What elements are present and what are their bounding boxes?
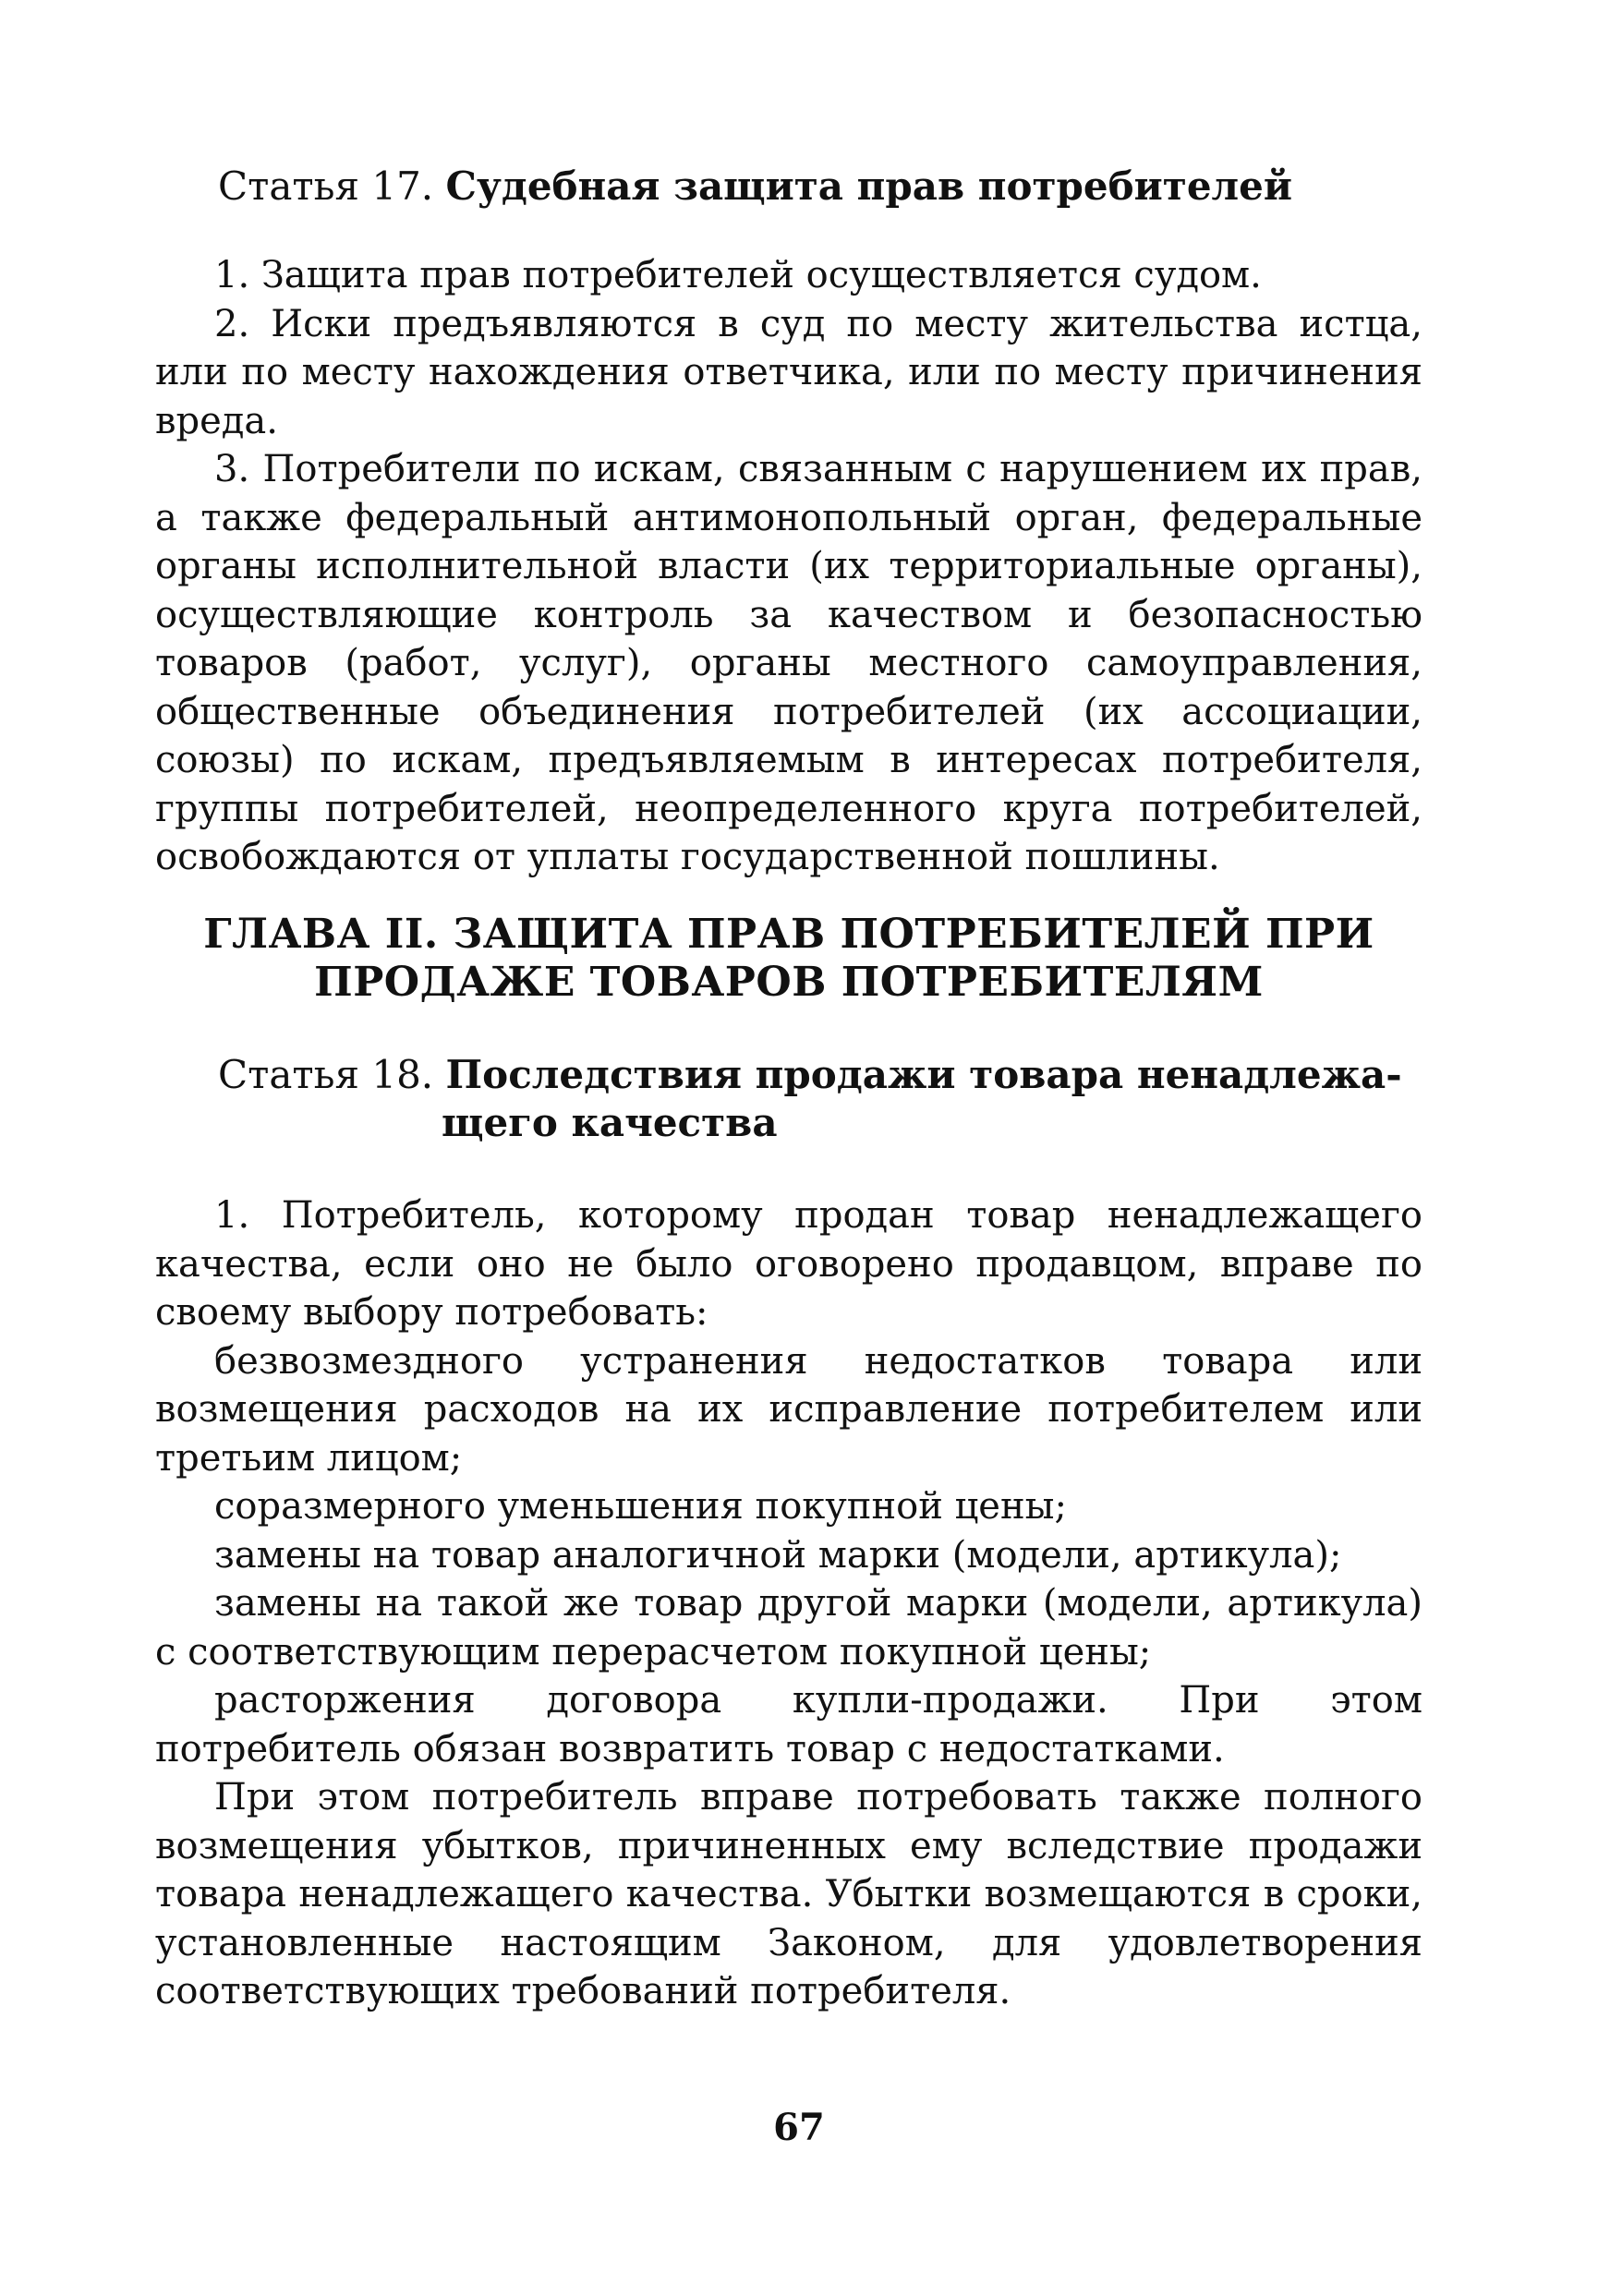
article-17-paragraph-2: 2. Иски предъявляются в суд по месту жительства истца, или по месту нахождения ответчика, или по месту причинения вреда.: [155, 302, 1422, 442]
article-17-body: [155, 251, 1422, 882]
article-18-title-line-2: щего качества: [442, 1100, 778, 1145]
article-18-option-price-reduction: соразмерного уменьшения покупной цены;: [214, 1485, 1067, 1528]
article-17-paragraph-3: 3. Потребители по искам, связанным с нарушением их прав, а также федеральный антимонопольный орган, федеральные органы исполнительной власти (их территориальные органы), осуществляющие контроль за качеством и безопасностью товаров (работ, услуг), органы местного самоуправления, общественные объединения потребителей (их ассоциации, союзы) по искам, предъявляемым в интересах потребителя, группы потребителей, неопределенного круга потребителей, освобождаются от уплаты государственной пошлины.: [155, 448, 1422, 878]
article-17-heading: [218, 163, 1419, 211]
article-18-title-line-1: Последствия продажи товара ненадлежа-: [445, 1052, 1402, 1097]
article-17-paragraph-1: 1. Защита прав потребителей осуществляется судом.: [214, 254, 1262, 296]
chapter-heading: [155, 911, 1422, 1007]
article-18-heading: [218, 1051, 1419, 1147]
page-number: 67: [773, 2106, 825, 2149]
article-17-number: Статья 17.: [218, 163, 434, 209]
article-18-option-repair: безвозмездного устранения недостатков товара или возмещения расходов на их исправление потребителем или третьим лицом;: [155, 1339, 1422, 1480]
chapter-heading-line-1: ГЛАВА II. ЗАЩИТА ПРАВ ПОТРЕБИТЕЛЕЙ ПРИ: [203, 911, 1374, 958]
article-18-damages-paragraph: При этом потребитель вправе потребовать также полного возмещения убытков, причиненных ему вследствие продажи товара ненадлежащего качества. Убытки возмещаются в сроки, установленные настоящим Законом, для удовлетворения соответствующих требований потребителя.: [155, 1776, 1422, 2012]
article-18-number: Статья 18.: [218, 1052, 434, 1097]
article-18-paragraph-1: 1. Потребитель, которому продан товар ненадлежащего качества, если оно не было оговорено продавцом, вправе по своему выбору потребовать:: [155, 1194, 1422, 1334]
article-18-option-other-brand: замены на такой же товар другой марки (модели, артикула) с соответствующим перерасчетом покупной цены;: [155, 1582, 1422, 1674]
chapter-heading-line-2: ПРОДАЖЕ ТОВАРОВ ПОТРЕБИТЕЛЯМ: [314, 959, 1264, 1006]
article-18-body: [155, 1191, 1422, 2016]
article-17-title: Судебная защита прав потребителей: [445, 163, 1293, 209]
article-18-option-termination: расторжения договора купли-продажи. При этом потребитель обязан возвратить товар с недостатками.: [155, 1679, 1422, 1770]
article-18-option-same-brand: замены на товар аналогичной марки (модели, артикула);: [214, 1533, 1342, 1577]
